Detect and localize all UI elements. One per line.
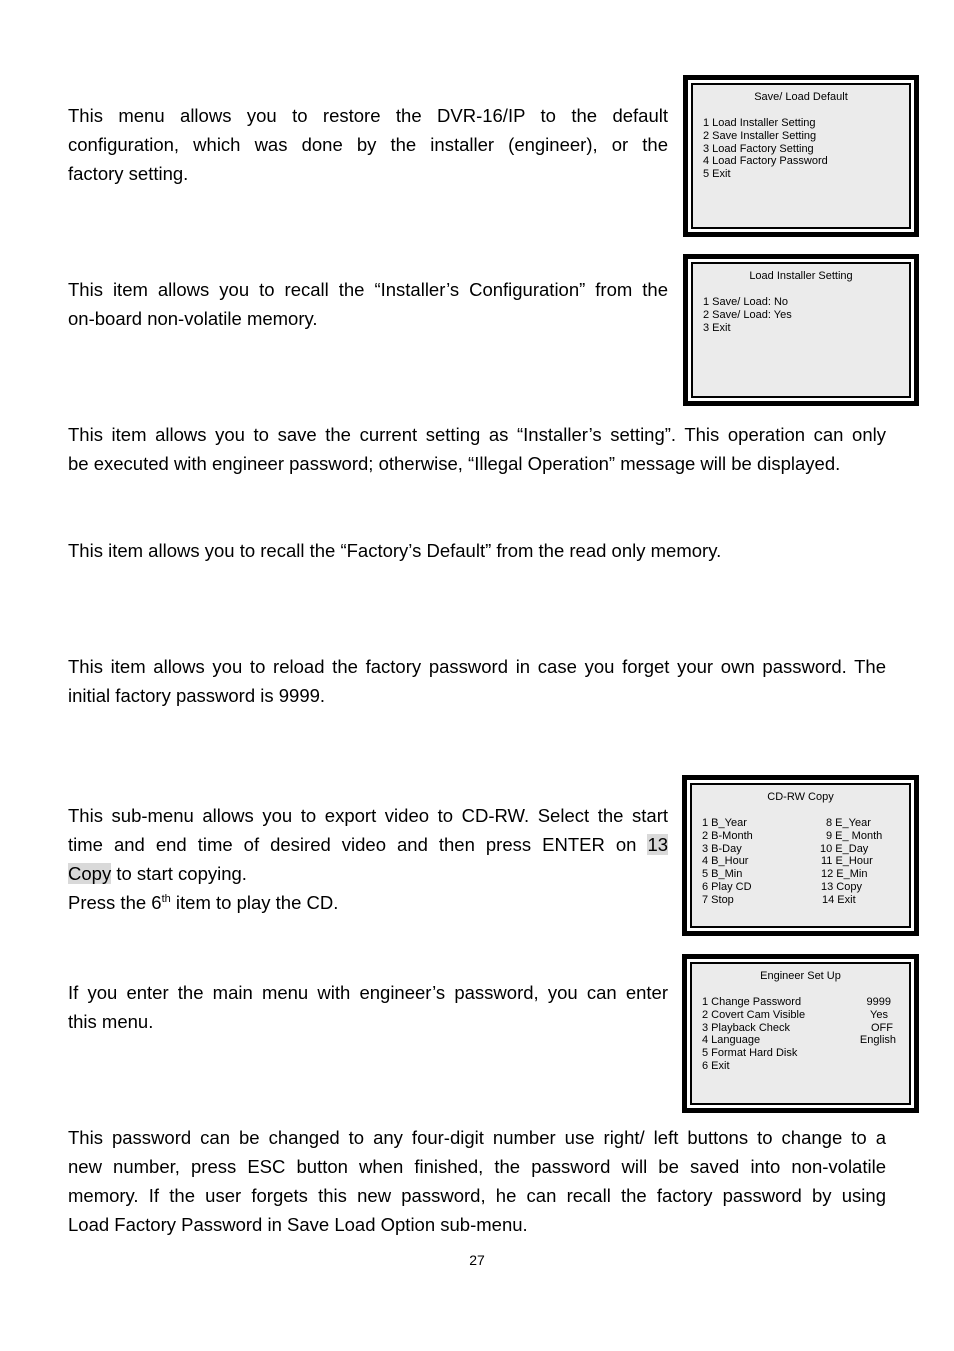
menu-item-exit[interactable]: 14 Exit bbox=[822, 893, 856, 906]
text-line: This item allows you to save the current setting as “Installer’s setting”. This operation can only bbox=[68, 424, 886, 445]
text-line: This item allows you to recall the “Installer’s Configuration” from the bbox=[68, 279, 668, 300]
menu-row bbox=[702, 843, 899, 856]
menu-row bbox=[702, 830, 899, 843]
cdrw-description bbox=[68, 801, 668, 917]
ordinal-superscript: th bbox=[161, 893, 171, 905]
menu-panel bbox=[691, 83, 911, 229]
text-line: This menu allows you to restore the DVR-16/IP to the default bbox=[68, 105, 668, 126]
highlight-copy-number: 13 bbox=[647, 834, 669, 855]
menu-item-load-factory-password[interactable]: 4 Load Factory Password bbox=[703, 155, 828, 168]
menu-list bbox=[703, 117, 899, 181]
load-installer-description bbox=[68, 275, 668, 333]
menu-item-b-min[interactable]: 5 B_Min bbox=[702, 868, 743, 881]
text-line: If you enter the main menu with engineer’s password, you can enter bbox=[68, 982, 668, 1003]
menu-item-load-factory-setting[interactable]: 3 Load Factory Setting bbox=[703, 142, 814, 155]
menu-title: Load Installer Setting bbox=[749, 270, 853, 282]
menu-item-play-cd[interactable]: 6 Play CD bbox=[702, 880, 752, 893]
menu-row bbox=[702, 894, 899, 907]
menu-item-b-year[interactable]: 1 B_Year bbox=[702, 817, 747, 829]
menu-item-exit[interactable]: 5 Exit bbox=[703, 168, 731, 181]
menu-panel bbox=[690, 783, 911, 928]
menu-row bbox=[702, 868, 899, 881]
menu-item-save-installer-setting[interactable]: 2 Save Installer Setting bbox=[703, 129, 817, 142]
menu-item-e-hour[interactable]: 11 E_Hour bbox=[821, 855, 873, 868]
menu-item-label: 5 Format Hard Disk bbox=[702, 1047, 798, 1060]
highlight-copy-label: Copy bbox=[68, 863, 112, 884]
menu-item-covert-cam-visible[interactable] bbox=[702, 1009, 899, 1022]
cdrw-copy-menu bbox=[682, 775, 919, 936]
menu-row bbox=[702, 881, 899, 894]
menu-item-value: Yes bbox=[870, 1008, 888, 1021]
text-line: Load Factory Password in Save Load Option sub-menu. bbox=[68, 1214, 528, 1235]
menu-title: Save/ Load Default bbox=[754, 91, 848, 103]
menu-item-label: 2 Covert Cam Visible bbox=[702, 1008, 806, 1021]
menu-item-load-installer-setting[interactable]: 1 Load Installer Setting bbox=[703, 117, 816, 129]
menu-panel bbox=[690, 962, 911, 1105]
menu-item-playback-check[interactable] bbox=[702, 1022, 899, 1035]
text-line bbox=[68, 830, 668, 859]
password-change-description bbox=[68, 1123, 886, 1239]
text-line bbox=[68, 859, 668, 888]
menu-list bbox=[702, 817, 899, 907]
text-line: on-board non-volatile memory. bbox=[68, 308, 318, 329]
text-line: This password can be changed to any four-digit number use right/ left buttons to change to a bbox=[68, 1127, 886, 1148]
engineer-setup-menu bbox=[682, 954, 919, 1113]
save-installer-description bbox=[68, 420, 886, 478]
menu-item-label: 6 Exit bbox=[702, 1059, 730, 1072]
menu-item-e-month[interactable]: 9 E_ Month bbox=[826, 829, 883, 842]
menu-item-e-day[interactable]: 10 E_Day bbox=[820, 842, 869, 855]
text-segment: Press the 6 bbox=[68, 892, 162, 913]
text-segment: item to play the CD. bbox=[170, 892, 339, 913]
menu-item-copy[interactable]: 13 Copy bbox=[821, 880, 862, 893]
menu-item-exit[interactable] bbox=[702, 1060, 899, 1073]
menu-list bbox=[702, 996, 899, 1073]
menu-item-save-load-yes[interactable]: 2 Save/ Load: Yes bbox=[703, 308, 792, 321]
menu-list bbox=[703, 296, 899, 334]
text-line: this menu. bbox=[68, 1011, 154, 1032]
menu-item-exit[interactable]: 3 Exit bbox=[703, 321, 731, 334]
load-factory-description bbox=[68, 536, 886, 565]
page-number: 27 bbox=[469, 1252, 485, 1268]
menu-item-b-month[interactable]: 2 B-Month bbox=[702, 829, 753, 842]
menu-item-label: 1 Change Password bbox=[702, 996, 802, 1008]
text-line bbox=[68, 888, 668, 917]
menu-row bbox=[702, 817, 899, 830]
text-line: initial factory password is 9999. bbox=[68, 685, 326, 706]
menu-panel bbox=[691, 262, 911, 398]
menu-item-format-hard-disk[interactable] bbox=[702, 1047, 899, 1060]
menu-item-stop[interactable]: 7 Stop bbox=[702, 893, 734, 906]
menu-item-value: English bbox=[859, 1034, 896, 1047]
menu-item-e-min[interactable]: 12 E_Min bbox=[821, 868, 868, 881]
engineer-description bbox=[68, 978, 668, 1036]
load-installer-setting-menu bbox=[683, 254, 919, 406]
text-line: This item allows you to reload the factory password in case you forget your own password. The bbox=[68, 656, 886, 677]
load-password-description bbox=[68, 652, 886, 710]
text-line: This sub-menu allows you to export video to CD-RW. Select the start bbox=[68, 805, 668, 826]
text-line: memory. If the user forgets this new password, he can recall the factory password by using bbox=[68, 1185, 886, 1206]
save-load-default-menu bbox=[683, 75, 919, 237]
menu-item-value: 9999 bbox=[866, 996, 891, 1008]
text-line: factory setting. bbox=[68, 163, 189, 184]
text-line: configuration, which was done by the installer (engineer), or the bbox=[68, 134, 668, 155]
menu-title: CD-RW Copy bbox=[767, 791, 834, 803]
text-segment: to start copying. bbox=[111, 863, 247, 884]
text-line: new number, press ESC button when finished, the password will be saved into non-volatile bbox=[68, 1156, 886, 1177]
menu-title: Engineer Set Up bbox=[760, 970, 841, 982]
text-line: This item allows you to recall the “Factory’s Default” from the read only memory. bbox=[68, 540, 722, 561]
restore-description bbox=[68, 101, 668, 188]
menu-item-language[interactable] bbox=[702, 1034, 899, 1047]
menu-item-b-day[interactable]: 3 B-Day bbox=[702, 842, 742, 855]
menu-item-label: 4 Language bbox=[702, 1034, 761, 1047]
menu-item-label: 3 Playback Check bbox=[702, 1021, 791, 1034]
menu-item-b-hour[interactable]: 4 B_Hour bbox=[702, 855, 749, 868]
menu-item-e-year[interactable]: 8 E_Year bbox=[826, 817, 871, 829]
menu-item-value: OFF bbox=[871, 1021, 893, 1034]
menu-item-save-load-no[interactable]: 1 Save/ Load: No bbox=[703, 296, 789, 308]
menu-item-change-password[interactable] bbox=[702, 996, 899, 1009]
menu-row bbox=[702, 855, 899, 868]
text-segment: time and end time of desired video and then press ENTER on bbox=[68, 834, 637, 855]
text-line: be executed with engineer password; otherwise, “Illegal Operation” message will be displayed. bbox=[68, 453, 841, 474]
